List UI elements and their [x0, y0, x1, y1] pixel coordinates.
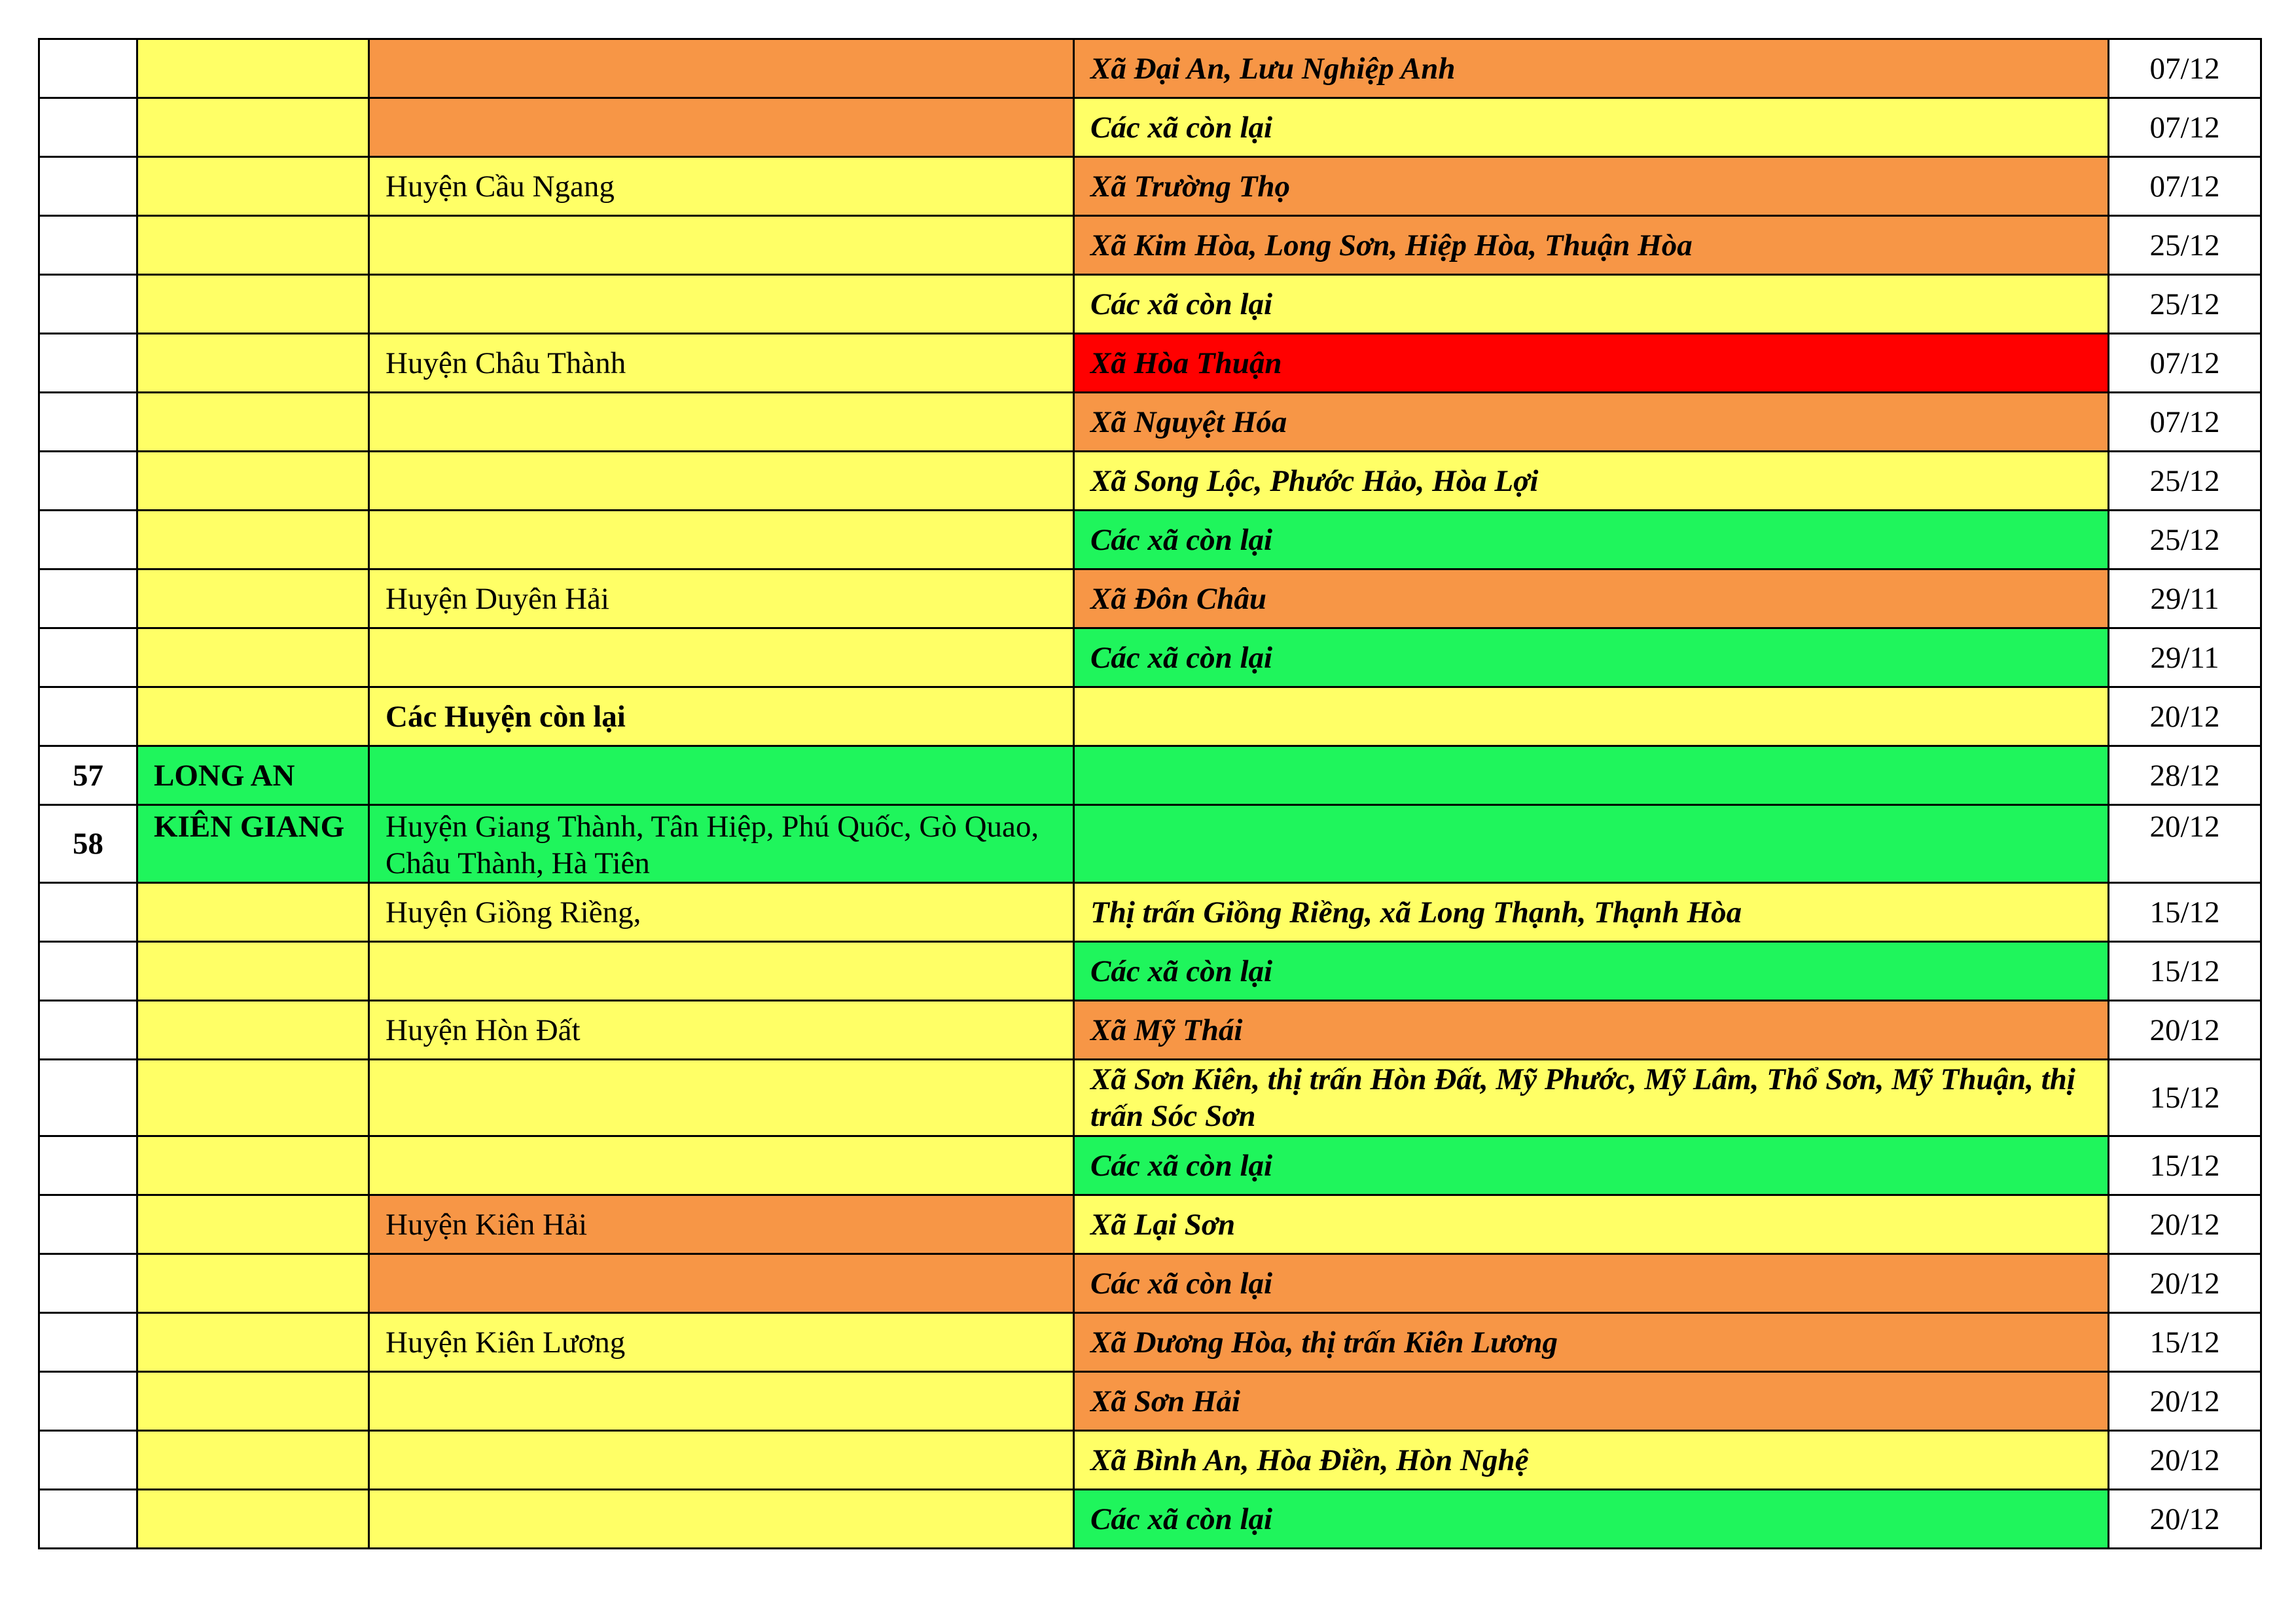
- commune-cell: Xã Sơn Kiên, thị trấn Hòn Đất, Mỹ Phước, Mỹ Lâm, Thổ Sơn, Mỹ Thuận, thị trấn Sóc Sơn: [1074, 1060, 2109, 1136]
- table-row: [39, 1490, 2261, 1549]
- commune-cell: Các xã còn lại: [1074, 1254, 2109, 1313]
- province-cell: [137, 942, 369, 1001]
- date-cell: 07/12: [2109, 157, 2261, 216]
- row-number-cell: [39, 569, 137, 628]
- province-cell: [137, 511, 369, 569]
- province-cell: [137, 452, 369, 511]
- province-cell: [137, 216, 369, 275]
- province-cell: [137, 39, 369, 98]
- date-cell: 25/12: [2109, 216, 2261, 275]
- province-cell: [137, 1372, 369, 1431]
- commune-cell: Các xã còn lại: [1074, 511, 2109, 569]
- row-number-cell: [39, 1490, 137, 1549]
- district-cell: Huyện Duyên Hải: [369, 569, 1074, 628]
- commune-cell: Các xã còn lại: [1074, 98, 2109, 157]
- province-cell: [137, 1060, 369, 1136]
- date-cell: 20/12: [2109, 687, 2261, 746]
- district-cell: [369, 628, 1074, 687]
- commune-cell: Xã Mỹ Thái: [1074, 1001, 2109, 1060]
- table-row: [39, 1001, 2261, 1060]
- table-row: [39, 746, 2261, 805]
- province-cell: LONG AN: [137, 746, 369, 805]
- date-cell: 07/12: [2109, 98, 2261, 157]
- table-row: [39, 1254, 2261, 1313]
- row-number-cell: [39, 1254, 137, 1313]
- commune-cell: Xã Song Lộc, Phước Hảo, Hòa Lợi: [1074, 452, 2109, 511]
- district-cell: [369, 1254, 1074, 1313]
- commune-cell: Xã Nguyệt Hóa: [1074, 393, 2109, 452]
- table-row: [39, 805, 2261, 883]
- table-row: [39, 157, 2261, 216]
- row-number-cell: [39, 39, 137, 98]
- commune-cell: Các xã còn lại: [1074, 628, 2109, 687]
- table-row: [39, 98, 2261, 157]
- district-cell: [369, 1136, 1074, 1195]
- date-cell: 29/11: [2109, 628, 2261, 687]
- date-cell: 28/12: [2109, 746, 2261, 805]
- date-cell: 15/12: [2109, 1136, 2261, 1195]
- commune-cell: [1074, 746, 2109, 805]
- covid-level-table: [38, 38, 2262, 1549]
- province-cell: [137, 883, 369, 942]
- table-row: [39, 275, 2261, 334]
- table-row: [39, 334, 2261, 393]
- district-cell: Huyện Châu Thành: [369, 334, 1074, 393]
- province-cell: [137, 1136, 369, 1195]
- date-cell: 25/12: [2109, 452, 2261, 511]
- date-cell: 20/12: [2109, 1001, 2261, 1060]
- row-number-cell: [39, 1136, 137, 1195]
- table-row: [39, 883, 2261, 942]
- commune-cell: [1074, 805, 2109, 883]
- row-number-cell: [39, 1195, 137, 1254]
- province-cell: [137, 1195, 369, 1254]
- province-cell: [137, 157, 369, 216]
- commune-cell: Xã Hòa Thuận: [1074, 334, 2109, 393]
- province-cell: [137, 1490, 369, 1549]
- date-cell: 29/11: [2109, 569, 2261, 628]
- district-cell: [369, 393, 1074, 452]
- province-cell: [137, 1001, 369, 1060]
- date-cell: 15/12: [2109, 942, 2261, 1001]
- date-cell: 07/12: [2109, 334, 2261, 393]
- date-cell: 25/12: [2109, 511, 2261, 569]
- district-cell: Huyện Giồng Riềng,: [369, 883, 1074, 942]
- province-cell: [137, 569, 369, 628]
- table-row: [39, 1372, 2261, 1431]
- district-cell: [369, 39, 1074, 98]
- row-number-cell: [39, 216, 137, 275]
- date-cell: 25/12: [2109, 275, 2261, 334]
- table-row: [39, 511, 2261, 569]
- date-cell: 07/12: [2109, 39, 2261, 98]
- province-cell: [137, 1254, 369, 1313]
- commune-cell: Xã Trường Thọ: [1074, 157, 2109, 216]
- province-cell: [137, 334, 369, 393]
- commune-cell: Xã Dương Hòa, thị trấn Kiên Lương: [1074, 1313, 2109, 1372]
- district-cell: [369, 216, 1074, 275]
- district-cell: Huyện Cầu Ngang: [369, 157, 1074, 216]
- date-cell: 15/12: [2109, 1313, 2261, 1372]
- row-number-cell: [39, 1001, 137, 1060]
- commune-cell: Thị trấn Giồng Riềng, xã Long Thạnh, Thạnh Hòa: [1074, 883, 2109, 942]
- row-number-cell: [39, 1431, 137, 1490]
- date-cell: 20/12: [2109, 1372, 2261, 1431]
- province-cell: KIÊN GIANG: [137, 805, 369, 883]
- commune-cell: Xã Đôn Châu: [1074, 569, 2109, 628]
- district-cell: [369, 511, 1074, 569]
- district-cell: [369, 98, 1074, 157]
- commune-cell: Các xã còn lại: [1074, 942, 2109, 1001]
- district-cell: Huyện Hòn Đất: [369, 1001, 1074, 1060]
- row-number-cell: [39, 687, 137, 746]
- province-cell: [137, 687, 369, 746]
- row-number-cell: [39, 511, 137, 569]
- row-number-cell: [39, 452, 137, 511]
- row-number-cell: [39, 393, 137, 452]
- date-cell: 15/12: [2109, 883, 2261, 942]
- table-row: [39, 39, 2261, 98]
- table-row: [39, 569, 2261, 628]
- district-cell: Huyện Kiên Lương: [369, 1313, 1074, 1372]
- district-cell: Huyện Giang Thành, Tân Hiệp, Phú Quốc, Gò Quao, Châu Thành, Hà Tiên: [369, 805, 1074, 883]
- table-row: [39, 1060, 2261, 1136]
- table-row: [39, 1136, 2261, 1195]
- row-number-cell: [39, 942, 137, 1001]
- row-number-cell: [39, 1313, 137, 1372]
- row-number-cell: [39, 157, 137, 216]
- district-cell: [369, 1372, 1074, 1431]
- district-cell: [369, 942, 1074, 1001]
- table-row: [39, 1313, 2261, 1372]
- district-cell: Các Huyện còn lại: [369, 687, 1074, 746]
- table-row: [39, 216, 2261, 275]
- row-number-cell: [39, 1060, 137, 1136]
- date-cell: 20/12: [2109, 805, 2261, 883]
- commune-cell: Các xã còn lại: [1074, 275, 2109, 334]
- table-row: [39, 628, 2261, 687]
- commune-cell: Các xã còn lại: [1074, 1490, 2109, 1549]
- province-cell: [137, 393, 369, 452]
- date-cell: 15/12: [2109, 1060, 2261, 1136]
- row-number-cell: 58: [39, 805, 137, 883]
- commune-cell: Xã Kim Hòa, Long Sơn, Hiệp Hòa, Thuận Hòa: [1074, 216, 2109, 275]
- district-cell: Huyện Kiên Hải: [369, 1195, 1074, 1254]
- row-number-cell: [39, 275, 137, 334]
- district-cell: [369, 275, 1074, 334]
- row-number-cell: [39, 334, 137, 393]
- table-row: [39, 452, 2261, 511]
- commune-cell: Các xã còn lại: [1074, 1136, 2109, 1195]
- commune-cell: Xã Đại An, Lưu Nghiệp Anh: [1074, 39, 2109, 98]
- date-cell: 20/12: [2109, 1431, 2261, 1490]
- row-number-cell: [39, 1372, 137, 1431]
- province-cell: [137, 98, 369, 157]
- table-row: [39, 1431, 2261, 1490]
- province-cell: [137, 1313, 369, 1372]
- commune-cell: Xã Lại Sơn: [1074, 1195, 2109, 1254]
- row-number-cell: 57: [39, 746, 137, 805]
- commune-cell: Xã Sơn Hải: [1074, 1372, 2109, 1431]
- commune-cell: [1074, 687, 2109, 746]
- province-cell: [137, 1431, 369, 1490]
- table-row: [39, 942, 2261, 1001]
- row-number-cell: [39, 883, 137, 942]
- commune-cell: Xã Bình An, Hòa Điền, Hòn Nghệ: [1074, 1431, 2109, 1490]
- row-number-cell: [39, 628, 137, 687]
- date-cell: 20/12: [2109, 1490, 2261, 1549]
- table-body: [39, 39, 2261, 1549]
- district-cell: [369, 452, 1074, 511]
- row-number-cell: [39, 98, 137, 157]
- table-row: [39, 1195, 2261, 1254]
- date-cell: 07/12: [2109, 393, 2261, 452]
- date-cell: 20/12: [2109, 1195, 2261, 1254]
- district-cell: [369, 1490, 1074, 1549]
- province-cell: [137, 628, 369, 687]
- table-row: [39, 687, 2261, 746]
- district-cell: [369, 1431, 1074, 1490]
- province-cell: [137, 275, 369, 334]
- table-row: [39, 393, 2261, 452]
- district-cell: [369, 746, 1074, 805]
- date-cell: 20/12: [2109, 1254, 2261, 1313]
- district-cell: [369, 1060, 1074, 1136]
